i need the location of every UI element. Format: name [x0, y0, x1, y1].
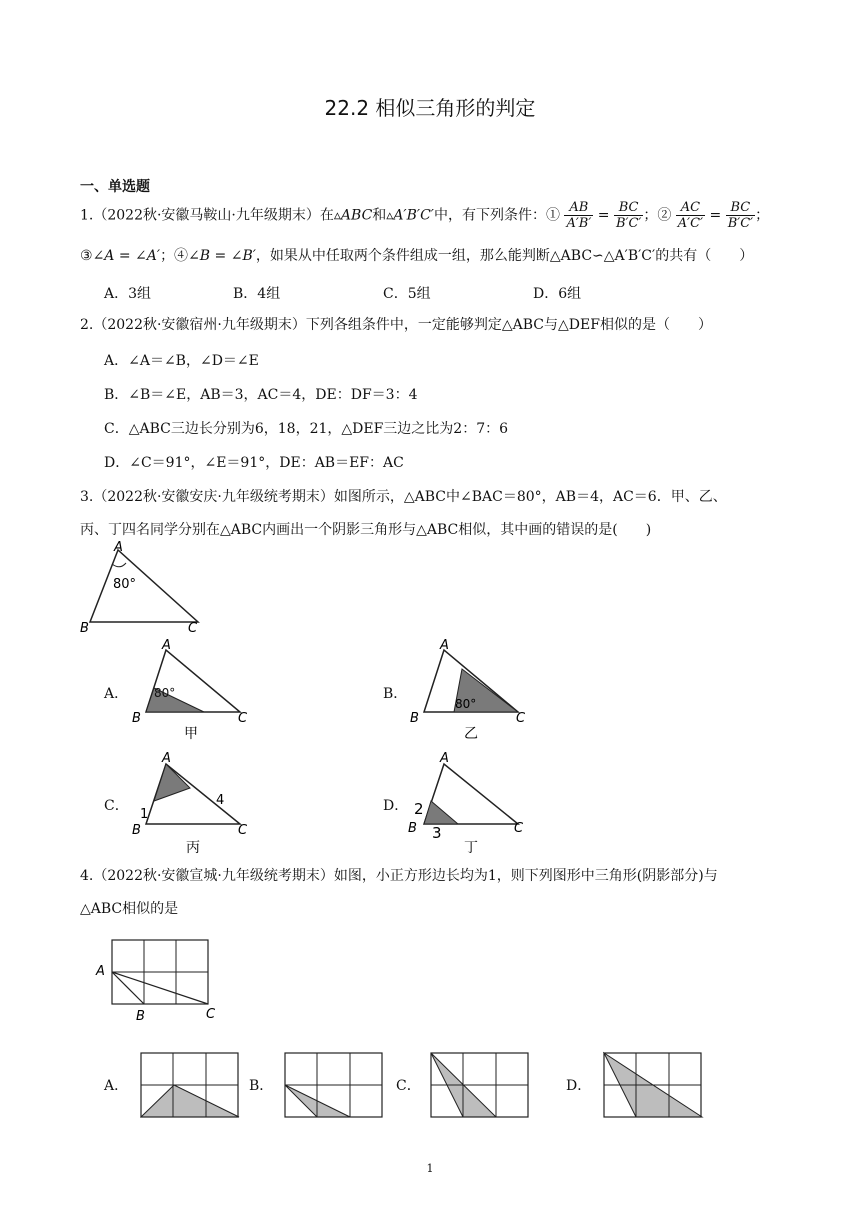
q1-cond4-mark: ；④ — [160, 248, 189, 264]
grid-label-b: B — [136, 1009, 145, 1024]
q1-cond3-mark: ③ — [80, 248, 93, 264]
page-number: 1 — [426, 1162, 434, 1175]
grid-label-c: C — [206, 1007, 216, 1022]
q1-fraction-2-right: $\frac{BC}{B'C'}$ — [727, 200, 754, 231]
ding-label-3: 3 — [432, 824, 442, 842]
jia-label-b: B — [132, 711, 141, 726]
bing-label-1: 1 — [140, 807, 149, 822]
yi-label-a: A — [440, 638, 449, 653]
q3-figure-ding — [406, 748, 536, 856]
q2-option-c[interactable]: C．△ABC三边长分别为6，18，21，△DEF三边之比为2：7：6 — [104, 421, 509, 437]
q4-option-c[interactable]: C． — [396, 1078, 421, 1094]
q4-figure-a — [140, 1050, 242, 1120]
question-2-stem: 2.（2022秋·安徽宿州·九年级期末）下列各组条件中，一定能够判定△ABC与△DEF相似的是（ ） — [80, 317, 712, 333]
q2-option-a[interactable]: A．∠A＝∠B，∠D＝∠E — [104, 353, 259, 369]
q3-option-c[interactable]: C． — [104, 798, 129, 814]
yi-caption: 乙 — [464, 726, 478, 742]
q1-and: 和 — [372, 207, 387, 224]
bing-label-b: B — [132, 823, 141, 838]
bing-label-c: C — [238, 823, 248, 838]
q1-triangle-1: ▵ABC — [333, 207, 373, 224]
question-3-stem-line-2: 丙、丁四名同学分别在△ABC内画出一个阴影三角形与△ABC相似，其中画的错误的是( ) — [80, 522, 652, 538]
q1-fraction-1-right: $\frac{BC}{B'C'}$ — [615, 200, 642, 231]
yi-label-angle: 80° — [455, 697, 477, 711]
q3-main-triangle-figure — [76, 540, 216, 635]
ding-label-2: 2 — [414, 800, 424, 818]
q3-figure-jia — [128, 636, 258, 742]
q1-separator: ；② — [643, 207, 672, 224]
q1-triangle-2: ▵A′B′C′ — [386, 207, 434, 224]
q4-option-b[interactable]: B． — [249, 1078, 274, 1094]
q1-option-a[interactable]: A．3组 — [104, 286, 152, 302]
jia-label-angle: 80° — [154, 686, 176, 700]
q3-figure-bing — [128, 748, 258, 856]
jia-label-c: C — [238, 711, 248, 726]
bing-label-a: A — [162, 751, 171, 766]
q1-fraction-1-left: $\frac{AB}{A'B'}$ — [566, 200, 592, 231]
q4-figure-d — [603, 1050, 705, 1120]
q3-option-a[interactable]: A． — [104, 686, 129, 702]
question-4-stem-line-2: △ABC相似的是 — [80, 901, 179, 917]
main-label-angle: 80° — [113, 577, 137, 592]
q1-option-c[interactable]: C．5组 — [383, 286, 431, 302]
q4-option-d[interactable]: D． — [566, 1078, 592, 1094]
q4-figure-b — [284, 1050, 386, 1120]
yi-label-b: B — [410, 711, 419, 726]
grid-label-a: A — [96, 964, 105, 979]
jia-caption: 甲 — [184, 726, 198, 742]
yi-label-c: C — [516, 711, 526, 726]
main-label-a: A — [114, 540, 123, 555]
q1-angle-condition-1: ∠A = ∠A′ — [92, 248, 161, 264]
q3-figure-yi — [406, 636, 536, 742]
main-label-c: C — [188, 621, 198, 635]
q1-lead: 1.（2022秋·安徽马鞍山·九年级期末）在 — [80, 207, 334, 224]
q1-condition-intro: 中，有下列条件：① — [433, 207, 560, 224]
page-title: 22.2 相似三角形的判定 — [324, 96, 536, 120]
q3-option-d[interactable]: D． — [383, 798, 409, 814]
q1-equals-2: = — [709, 207, 722, 224]
q2-option-b[interactable]: B．∠B＝∠E，AB＝3，AC＝4，DE：DF＝3：4 — [104, 387, 418, 403]
ding-label-b: B — [408, 821, 417, 836]
ding-label-a: A — [440, 751, 449, 766]
q1-question-end: ，如果从中任取两个条件组成一组，那么能判断△ABC∽△A′B′C′的共有（ ） — [255, 248, 754, 264]
q1-option-d[interactable]: D．6组 — [533, 286, 582, 302]
q1-equals-1: = — [597, 207, 610, 224]
q1-option-b[interactable]: B．4组 — [233, 286, 281, 302]
question-1-line-2 — [80, 246, 753, 266]
bing-caption: 丙 — [186, 840, 200, 856]
q4-grid-figure — [90, 932, 230, 1024]
q4-figure-c — [430, 1050, 532, 1120]
question-3-stem-line-1: 3.（2022秋·安徽安庆·九年级统考期末）如图所示，△ABC中∠BAC＝80°，AB＝4，AC＝6．甲、乙、 — [80, 489, 727, 505]
section-heading: 一、单选题 — [80, 179, 150, 195]
question-4-stem-line-1: 4.（2022秋·安徽宣城·九年级统考期末）如图，小正方形边长均为1，则下列图形中三角形(阴影部分)与 — [80, 868, 718, 884]
q3-option-b[interactable]: B． — [383, 686, 408, 702]
ding-caption: 丁 — [464, 840, 478, 856]
bing-label-4: 4 — [216, 793, 225, 808]
main-label-b: B — [80, 621, 89, 635]
q1-angle-condition-2: ∠B = ∠B′ — [188, 248, 256, 264]
q2-option-d[interactable]: D．∠C＝91°，∠E＝91°，DE：AB＝EF：AC — [104, 455, 404, 471]
jia-label-a: A — [162, 638, 171, 653]
q1-fraction-2-left: $\frac{AC}{A'C'}$ — [677, 200, 704, 231]
ding-label-c: C — [514, 821, 524, 836]
q4-option-a[interactable]: A． — [104, 1078, 129, 1094]
q1-semicolon: ； — [755, 207, 770, 224]
question-1-line-1 — [80, 200, 769, 231]
